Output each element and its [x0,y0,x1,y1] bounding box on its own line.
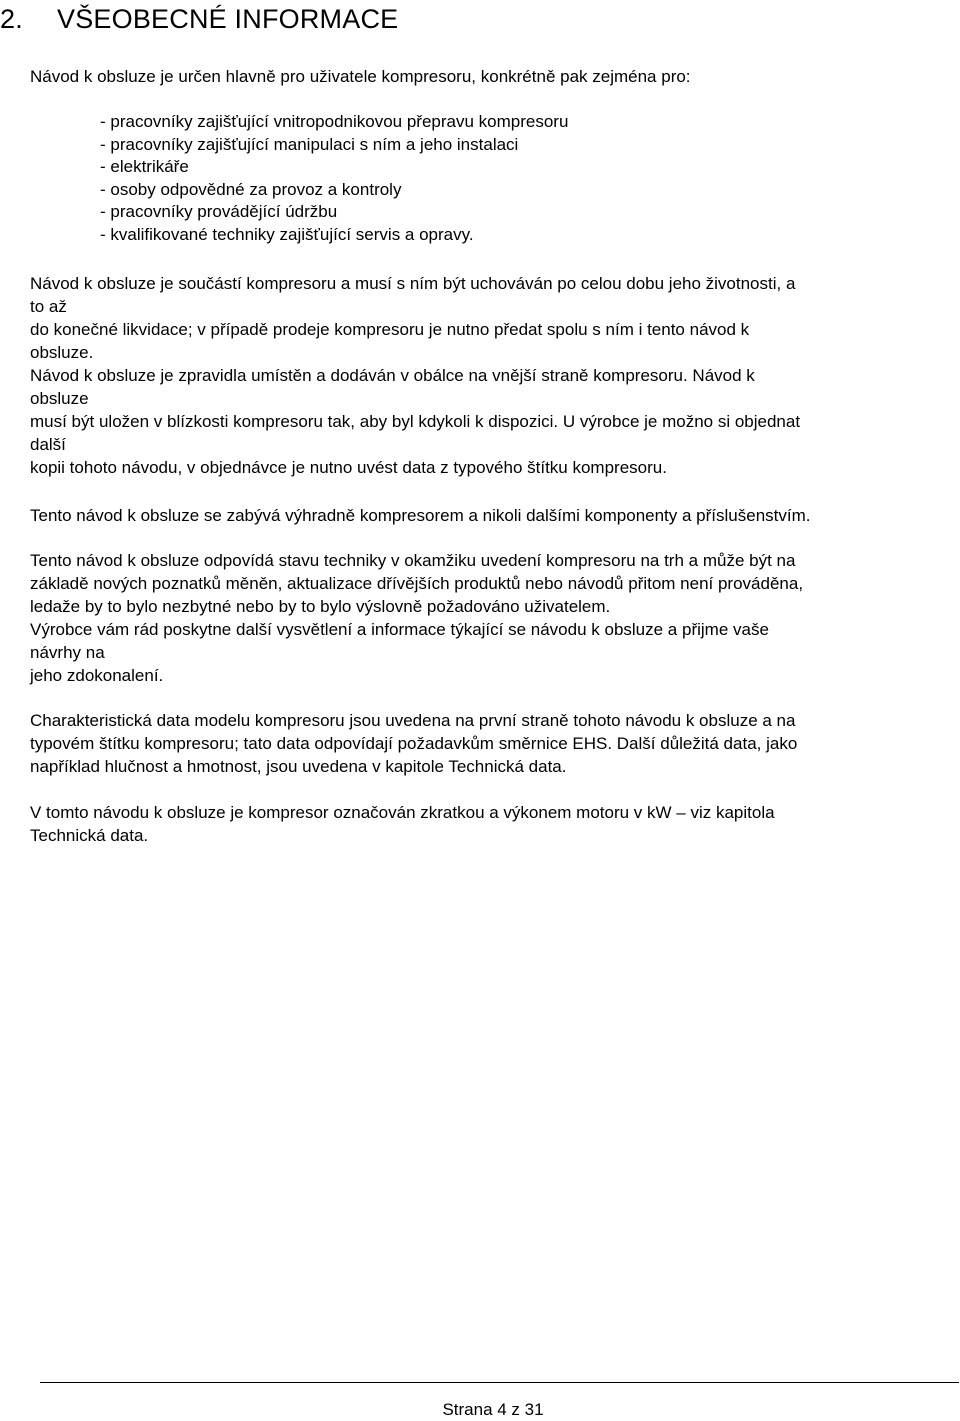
section-heading [0,2,398,36]
paragraph-line: jeho zdokonalení. [30,666,164,685]
section-number: 2. [0,4,23,34]
intro-text: Návod k obsluze je určen hlavně pro uživatele kompresoru, konkrétně pak zejména pro: [30,67,691,86]
paragraph-characteristics [30,709,797,778]
audience-list [100,111,568,247]
paragraph-line: například hlučnost a hmotnost, jsou uvedena v kapitole Technická data. [30,757,567,776]
section-title: VŠEOBECNÉ INFORMACE [57,4,399,34]
paragraph-line: typovém štítku kompresoru; tato data odpovídají požadavkům směrnice EHS. Další důležitá data, jako [30,734,798,753]
paragraph-line: další [30,435,66,454]
paragraph-line: Tento návod k obsluze se zabývá výhradně kompresorem a nikoli dalšími komponenty a příslušenstvím. [30,506,811,525]
list-item: - pracovníky zajišťující vnitropodnikovou přepravu kompresoru [100,112,569,131]
list-item: - osoby odpovědné za provoz a kontroly [100,179,402,199]
paragraph-storage [30,272,800,479]
list-item: - pracovníky zajišťující manipulaci s ním a jeho instalaci [100,134,519,154]
paragraph-line: základě nových poznatků měněn, aktualizace dřívějších produktů nebo návodů přitom není prováděna, [30,574,804,593]
paragraph-line: Návod k obsluze je zpravidla umístěn a dodáván v obálce na vnější straně kompresoru. Návod k [30,366,755,385]
paragraph-line: Výrobce vám rád poskytne další vysvětlení a informace týkající se návodu k obsluze a přijme vaše [30,620,769,639]
list-item: - kvalifikované techniky zajišťující servis a opravy. [100,224,474,244]
footer-divider [40,1382,959,1383]
paragraph-state-of-art [30,549,803,687]
paragraph-line: to až [30,297,67,316]
paragraph-line: Technická data. [30,826,149,845]
paragraph-line: do konečné likvidace; v případě prodeje kompresoru je nutno předat spolu s ním i tento návod k [30,320,750,339]
paragraph-line: musí být uložen v blízkosti kompresoru tak, aby byl kdykoli k dispozici. U výrobce je možno si objednat [30,412,801,431]
paragraph-line: ledaže by to bylo nezbytné nebo by to bylo výslovně požadováno uživatelem. [30,597,611,616]
list-item: - elektrikáře [100,157,189,177]
list-item: - pracovníky provádějící údržbu [100,202,338,222]
paragraph-line: obsluze [30,389,89,408]
paragraph-line: Tento návod k obsluze odpovídá stavu techniky v okamžiku uvedení kompresoru na trh a může být na [30,551,796,570]
paragraph-line: obsluze. [30,343,94,362]
paragraph-scope [30,504,811,527]
paragraph-line: kopii tohoto návodu, v objednávce je nutno uvést data z typového štítku kompresoru. [30,458,667,477]
paragraph-line: V tomto návodu k obsluze je kompresor označován zkratkou a výkonem motoru v kW – viz kapitola [30,803,775,822]
paragraph-line: Návod k obsluze je součástí kompresoru a musí s ním být uchováván po celou dobu jeho životnosti, a [30,274,796,293]
paragraph-line: návrhy na [30,643,105,662]
paragraph-line: Charakteristická data modelu kompresoru jsou uvedena na první straně tohoto návodu k obsluze a na [30,711,796,730]
page-number: Strana 4 z 31 [442,1400,544,1419]
paragraph-abbreviation [30,801,775,847]
